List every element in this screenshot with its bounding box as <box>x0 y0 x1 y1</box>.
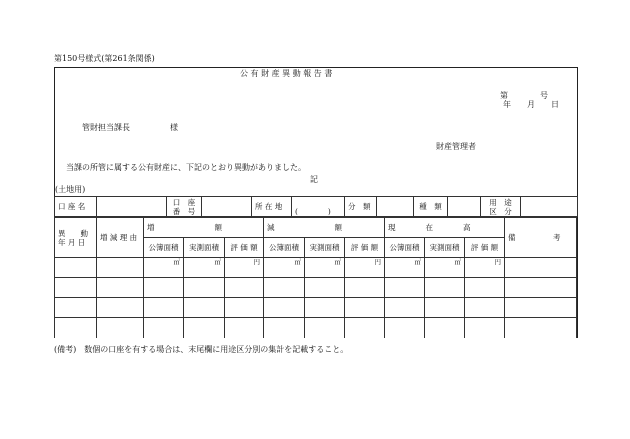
usage-label: 用 途 区 分 <box>481 197 521 217</box>
classification-field[interactable] <box>377 197 414 217</box>
sub-header: 公簿面積 <box>385 238 425 258</box>
sub-header: 実測面積 <box>184 238 225 258</box>
sub-header: 評 価 額 <box>225 238 264 258</box>
form-number: 第150号様式(第261条関係) <box>54 54 155 63</box>
current-header: 現 在 高 <box>385 218 505 238</box>
category-label: (土地用) <box>55 185 86 194</box>
sub-header: 公簿面積 <box>144 238 184 258</box>
unit-cell[interactable]: ㎡ <box>425 258 465 278</box>
unit-cell[interactable]: 円 <box>345 258 385 278</box>
unit-cell[interactable]: ㎡ <box>184 258 225 278</box>
usage-field[interactable] <box>521 197 578 217</box>
account-no-label: 口 座 番 号 <box>167 197 202 217</box>
account-no-field[interactable] <box>202 197 252 217</box>
kind-label: 種 類 <box>414 197 448 217</box>
date-line: 年 月 日 <box>503 100 559 109</box>
account-table <box>54 196 578 217</box>
account-name-field[interactable] <box>97 197 167 217</box>
table-row <box>55 298 577 318</box>
addressee: 管財担当課長 様 <box>82 123 178 132</box>
remarks-header: 備 考 <box>505 218 577 258</box>
unit-cell[interactable]: 円 <box>225 258 264 278</box>
location-label: 所 在 地 <box>252 197 292 217</box>
page-title: 公 有 財 産 異 動 報 告 書 <box>240 69 333 78</box>
unit-cell[interactable]: ㎡ <box>385 258 425 278</box>
ki-label: 記 <box>310 175 318 184</box>
sub-header: 実測面積 <box>425 238 465 258</box>
location-field[interactable]: ( ) <box>292 197 345 217</box>
sub-header: 実測面積 <box>305 238 345 258</box>
cell[interactable] <box>55 258 97 278</box>
decrease-header: 減 額 <box>264 218 385 238</box>
sub-header: 評 価 額 <box>465 238 505 258</box>
reason-header: 増 減 理 由 <box>97 218 144 258</box>
cell[interactable] <box>97 258 144 278</box>
change-table <box>54 217 577 338</box>
table-row <box>55 258 577 278</box>
classification-label: 分 類 <box>345 197 377 217</box>
unit-cell[interactable]: 円 <box>465 258 505 278</box>
note-text: (備考) 数個の口座を有する場合は、末尾欄に用途区分別の集計を記載すること。 <box>54 345 349 354</box>
reporter: 財産管理者 <box>436 142 476 151</box>
kind-field[interactable] <box>448 197 481 217</box>
change-date-header: 異 動 年 月 日 <box>55 218 97 258</box>
unit-cell[interactable]: ㎡ <box>305 258 345 278</box>
account-name-label: 口 座 名 <box>55 197 97 217</box>
sub-header: 評 価 額 <box>345 238 385 258</box>
cell[interactable] <box>505 258 577 278</box>
number-line: 第 号 <box>500 91 548 100</box>
increase-header: 増 額 <box>144 218 264 238</box>
sub-header: 公簿面積 <box>264 238 305 258</box>
table-row <box>55 278 577 298</box>
unit-cell[interactable]: ㎡ <box>144 258 184 278</box>
body-text: 当課の所管に属する公有財産に、下記のとおり異動がありました。 <box>66 163 306 172</box>
table-row <box>55 318 577 338</box>
unit-cell[interactable]: ㎡ <box>264 258 305 278</box>
